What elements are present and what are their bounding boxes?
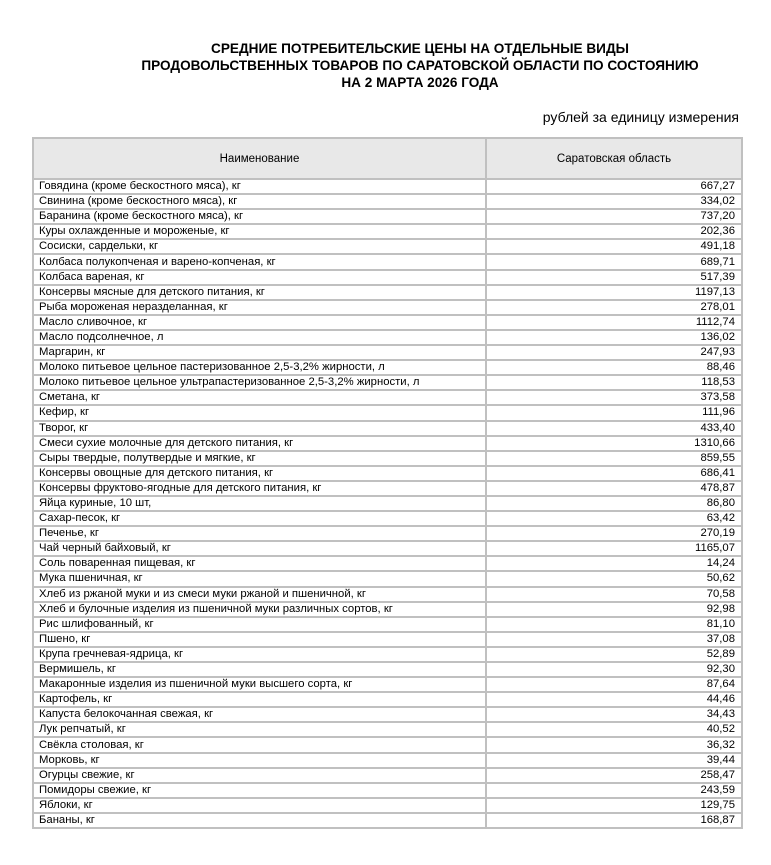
- product-name-cell: Бананы, кг: [33, 813, 486, 828]
- title-line-1: СРЕДНИЕ ПОТРЕБИТЕЛЬСКИЕ ЦЕНЫ НА ОТДЕЛЬНЫЕ ВИДЫ: [211, 41, 629, 56]
- product-name-cell: Масло подсолнечное, л: [33, 330, 486, 345]
- price-value-cell: 111,96: [486, 405, 742, 420]
- table-row: [33, 481, 742, 496]
- price-value-cell: 40,52: [486, 722, 742, 737]
- product-name-cell: Рыба мороженая неразделанная, кг: [33, 300, 486, 315]
- table-row: [33, 707, 742, 722]
- table-row: [33, 300, 742, 315]
- product-name-cell: Капуста белокочанная свежая, кг: [33, 707, 486, 722]
- table-row: [33, 617, 742, 632]
- table-header-row: [33, 138, 742, 179]
- table-row: [33, 405, 742, 420]
- price-value-cell: 34,43: [486, 707, 742, 722]
- price-value-cell: 859,55: [486, 451, 742, 466]
- table-row: [33, 587, 742, 602]
- table-row: [33, 677, 742, 692]
- price-value-cell: 118,53: [486, 375, 742, 390]
- price-value-cell: 202,36: [486, 224, 742, 239]
- table-row: [33, 571, 742, 586]
- price-value-cell: 491,18: [486, 239, 742, 254]
- price-value-cell: 37,08: [486, 632, 742, 647]
- product-name-cell: Крупа гречневая-ядрица, кг: [33, 647, 486, 662]
- product-name-cell: Соль поваренная пищевая, кг: [33, 556, 486, 571]
- price-value-cell: 373,58: [486, 390, 742, 405]
- product-name-cell: Молоко питьевое цельное ультрапастеризованное 2,5-3,2% жирности, л: [33, 375, 486, 390]
- table-row: [33, 556, 742, 571]
- product-name-cell: Картофель, кг: [33, 692, 486, 707]
- product-name-cell: Печенье, кг: [33, 526, 486, 541]
- title-line-2: ПРОДОВОЛЬСТВЕННЫХ ТОВАРОВ ПО САРАТОВСКОЙ ОБЛАСТИ ПО СОСТОЯНИЮ: [141, 58, 699, 73]
- price-value-cell: 36,32: [486, 737, 742, 752]
- table-row: [33, 541, 742, 556]
- price-value-cell: 168,87: [486, 813, 742, 828]
- price-value-cell: 136,02: [486, 330, 742, 345]
- table-row: [33, 737, 742, 752]
- table-row: [33, 722, 742, 737]
- price-value-cell: 334,02: [486, 194, 742, 209]
- product-name-cell: Консервы овощные для детского питания, кг: [33, 466, 486, 481]
- table-body: [33, 179, 742, 828]
- product-name-cell: Хлеб из ржаной муки и из смеси муки ржаной и пшеничной, кг: [33, 587, 486, 602]
- table-row: [33, 375, 742, 390]
- product-name-cell: Консервы мясные для детского питания, кг: [33, 285, 486, 300]
- product-name-cell: Свинина (кроме бескостного мяса), кг: [33, 194, 486, 209]
- price-value-cell: 737,20: [486, 209, 742, 224]
- price-value-cell: 1197,13: [486, 285, 742, 300]
- price-value-cell: 247,93: [486, 345, 742, 360]
- table-row: [33, 285, 742, 300]
- document-title: [100, 40, 740, 91]
- table-row: [33, 390, 742, 405]
- price-value-cell: 86,80: [486, 496, 742, 511]
- price-value-cell: 52,89: [486, 647, 742, 662]
- column-header-region: Саратовская область: [486, 138, 742, 179]
- table-row: [33, 179, 742, 194]
- product-name-cell: Смеси сухие молочные для детского питания, кг: [33, 436, 486, 451]
- table-row: [33, 813, 742, 828]
- product-name-cell: Чай черный байховый, кг: [33, 541, 486, 556]
- price-value-cell: 88,46: [486, 360, 742, 375]
- product-name-cell: Сметана, кг: [33, 390, 486, 405]
- product-name-cell: Хлеб и булочные изделия из пшеничной муки различных сортов, кг: [33, 602, 486, 617]
- title-line-3: НА 2 МАРТА 2026 ГОДА: [341, 75, 499, 90]
- table-row: [33, 224, 742, 239]
- price-value-cell: 44,46: [486, 692, 742, 707]
- product-name-cell: Сосиски, сардельки, кг: [33, 239, 486, 254]
- price-value-cell: 270,19: [486, 526, 742, 541]
- table-row: [33, 436, 742, 451]
- price-value-cell: 92,98: [486, 602, 742, 617]
- product-name-cell: Масло сливочное, кг: [33, 315, 486, 330]
- table-row: [33, 466, 742, 481]
- product-name-cell: Яйца куриные, 10 шт,: [33, 496, 486, 511]
- product-name-cell: Макаронные изделия из пшеничной муки высшего сорта, кг: [33, 677, 486, 692]
- price-value-cell: 667,27: [486, 179, 742, 194]
- product-name-cell: Морковь, кг: [33, 753, 486, 768]
- table-row: [33, 753, 742, 768]
- product-name-cell: Помидоры свежие, кг: [33, 783, 486, 798]
- price-value-cell: 243,59: [486, 783, 742, 798]
- table-row: [33, 254, 742, 269]
- table-row: [33, 330, 742, 345]
- price-value-cell: 1165,07: [486, 541, 742, 556]
- table-row: [33, 315, 742, 330]
- table-row: [33, 451, 742, 466]
- price-value-cell: 129,75: [486, 798, 742, 813]
- price-value-cell: 517,39: [486, 270, 742, 285]
- table-row: [33, 602, 742, 617]
- price-value-cell: 258,47: [486, 768, 742, 783]
- table-row: [33, 798, 742, 813]
- table-row: [33, 647, 742, 662]
- price-value-cell: 686,41: [486, 466, 742, 481]
- price-value-cell: 433,40: [486, 421, 742, 436]
- price-value-cell: 39,44: [486, 753, 742, 768]
- price-value-cell: 81,10: [486, 617, 742, 632]
- table-row: [33, 526, 742, 541]
- table-row: [33, 239, 742, 254]
- product-name-cell: Пшено, кг: [33, 632, 486, 647]
- table-row: [33, 692, 742, 707]
- table-row: [33, 783, 742, 798]
- price-value-cell: 278,01: [486, 300, 742, 315]
- units-note: рублей за единицу измерения: [542, 109, 739, 125]
- product-name-cell: Консервы фруктово-ягодные для детского питания, кг: [33, 481, 486, 496]
- price-value-cell: 70,58: [486, 587, 742, 602]
- product-name-cell: Рис шлифованный, кг: [33, 617, 486, 632]
- table-row: [33, 768, 742, 783]
- product-name-cell: Говядина (кроме бескостного мяса), кг: [33, 179, 486, 194]
- product-name-cell: Лук репчатый, кг: [33, 722, 486, 737]
- price-value-cell: 50,62: [486, 571, 742, 586]
- product-name-cell: Сыры твердые, полутвердые и мягкие, кг: [33, 451, 486, 466]
- product-name-cell: Колбаса вареная, кг: [33, 270, 486, 285]
- product-name-cell: Свёкла столовая, кг: [33, 737, 486, 752]
- table-row: [33, 194, 742, 209]
- product-name-cell: Мука пшеничная, кг: [33, 571, 486, 586]
- product-name-cell: Баранина (кроме бескостного мяса), кг: [33, 209, 486, 224]
- product-name-cell: Кефир, кг: [33, 405, 486, 420]
- product-name-cell: Сахар-песок, кг: [33, 511, 486, 526]
- product-name-cell: Маргарин, кг: [33, 345, 486, 360]
- table-row: [33, 662, 742, 677]
- table-row: [33, 360, 742, 375]
- price-value-cell: 63,42: [486, 511, 742, 526]
- product-name-cell: Вермишель, кг: [33, 662, 486, 677]
- price-value-cell: 478,87: [486, 481, 742, 496]
- price-value-cell: 92,30: [486, 662, 742, 677]
- table-row: [33, 496, 742, 511]
- table-row: [33, 345, 742, 360]
- price-value-cell: 14,24: [486, 556, 742, 571]
- product-name-cell: Колбаса полукопченая и варено-копченая, кг: [33, 254, 486, 269]
- table-row: [33, 421, 742, 436]
- product-name-cell: Молоко питьевое цельное пастеризованное 2,5-3,2% жирности, л: [33, 360, 486, 375]
- price-value-cell: 1112,74: [486, 315, 742, 330]
- product-name-cell: Яблоки, кг: [33, 798, 486, 813]
- product-name-cell: Творог, кг: [33, 421, 486, 436]
- price-value-cell: 689,71: [486, 254, 742, 269]
- column-header-name: Наименование: [33, 138, 486, 179]
- table-row: [33, 511, 742, 526]
- price-value-cell: 1310,66: [486, 436, 742, 451]
- product-name-cell: Огурцы свежие, кг: [33, 768, 486, 783]
- table-row: [33, 632, 742, 647]
- prices-table: [32, 137, 743, 829]
- product-name-cell: Куры охлажденные и мороженые, кг: [33, 224, 486, 239]
- table-row: [33, 270, 742, 285]
- price-value-cell: 87,64: [486, 677, 742, 692]
- table-row: [33, 209, 742, 224]
